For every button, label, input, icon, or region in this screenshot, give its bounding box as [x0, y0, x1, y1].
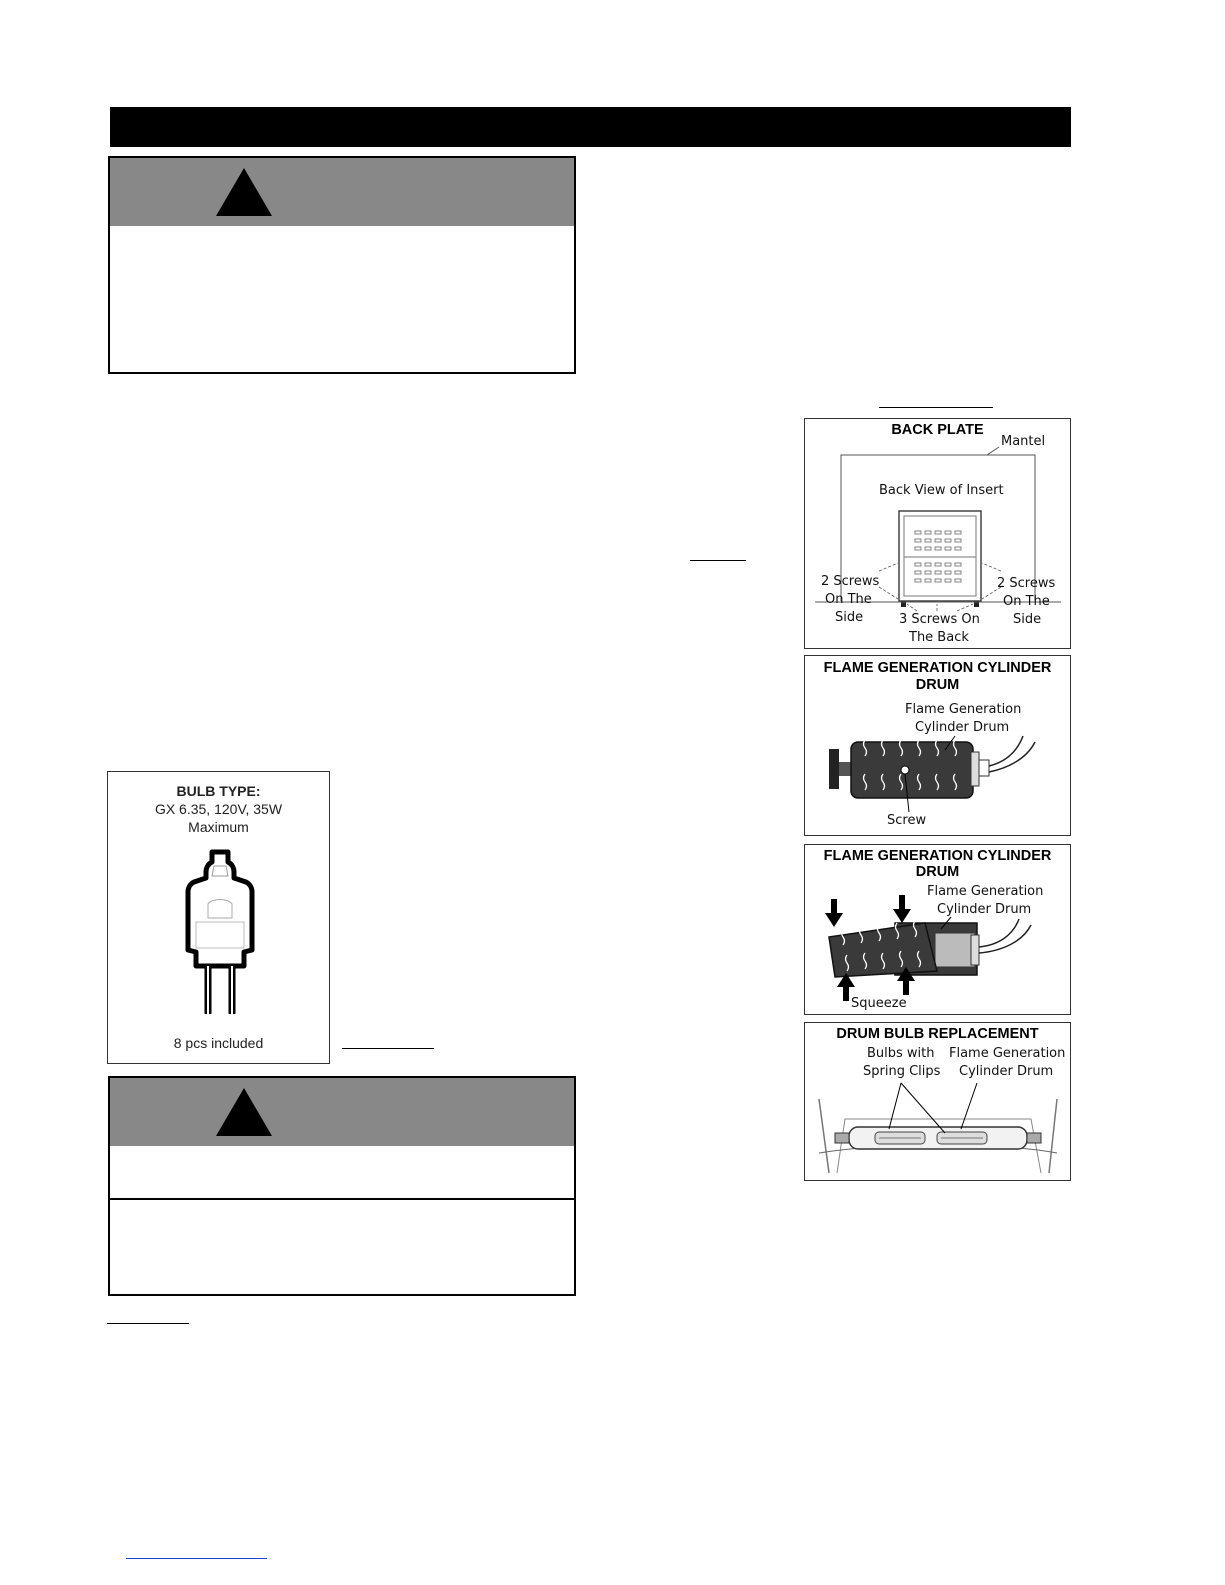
figure-heading-underline: [342, 1048, 434, 1049]
bulb-type-spec: GX 6.35, 120V, 35W: [154, 801, 283, 817]
right-screws-label-3: Side: [1013, 612, 1042, 627]
bulb-type-title: BULB TYPE:: [176, 783, 261, 799]
figure-flame-drum-1: [804, 655, 1071, 836]
flame-drum-drawing-2: [805, 845, 1072, 1016]
drum-label-1: Flame Generation: [927, 884, 1044, 899]
figure-title-line-1: FLAME GENERATION CYLINDER: [823, 848, 1052, 864]
mantel-label: Mantel: [1001, 434, 1046, 449]
bulbs-label-2: Spring Clips: [863, 1064, 941, 1079]
figure-drum-bulb-replacement: [804, 1022, 1071, 1181]
text-underline: [690, 560, 746, 561]
right-screws-label-2: On The: [1003, 594, 1050, 609]
right-screws-label-1: 2 Screws: [997, 576, 1056, 591]
warning-box-bottom: [108, 1076, 576, 1296]
drum-label-1: Flame Generation: [949, 1046, 1066, 1061]
warning-header: [110, 1078, 574, 1146]
figure-heading-underline: [879, 407, 993, 408]
left-screws-label-2: On The: [825, 592, 872, 607]
squeeze-label: Squeeze: [851, 996, 907, 1011]
figure-back-plate: [804, 418, 1071, 649]
warning-triangle-icon: [216, 1088, 272, 1136]
figure-title-line-2: DRUM: [915, 864, 960, 880]
drum-label-2: Cylinder Drum: [937, 902, 1032, 917]
hyperlink-underline[interactable]: [126, 1558, 267, 1559]
left-screws-label-1: 2 Screws: [821, 574, 880, 589]
figure-title: BACK PLATE: [891, 422, 984, 438]
halogen-bulb-icon: [108, 772, 331, 1065]
text-underline: [107, 1323, 189, 1324]
drum-label-2: Cylinder Drum: [959, 1064, 1054, 1079]
bulb-type-box: [107, 771, 330, 1064]
warning-divider: [110, 1198, 574, 1200]
figure-title-line-2: DRUM: [915, 677, 960, 693]
bulb-quantity: 8 pcs included: [173, 1035, 264, 1051]
back-screws-label-1: 3 Screws On: [899, 612, 980, 627]
figure-flame-drum-2: [804, 844, 1071, 1015]
left-screws-label-3: Side: [835, 610, 864, 625]
bulbs-label-1: Bulbs with: [867, 1046, 935, 1061]
bulb-type-max: Maximum: [188, 819, 249, 835]
drum-label-2: Cylinder Drum: [915, 720, 1010, 735]
figure-title: DRUM BULB REPLACEMENT: [836, 1026, 1039, 1042]
screw-label: Screw: [887, 813, 927, 828]
warning-box-top: [108, 156, 576, 374]
warning-triangle-icon: [216, 168, 272, 216]
figure-title-line-1: FLAME GENERATION CYLINDER: [823, 660, 1052, 676]
flame-drum-drawing-1: [805, 656, 1072, 837]
drum-label-1: Flame Generation: [905, 702, 1022, 717]
drum-bulb-drawing: [805, 1023, 1072, 1182]
back-view-label: Back View of Insert: [879, 483, 1004, 498]
section-header-bar: [110, 107, 1071, 147]
back-screws-label-2: The Back: [909, 630, 969, 645]
warning-header: [110, 158, 574, 226]
